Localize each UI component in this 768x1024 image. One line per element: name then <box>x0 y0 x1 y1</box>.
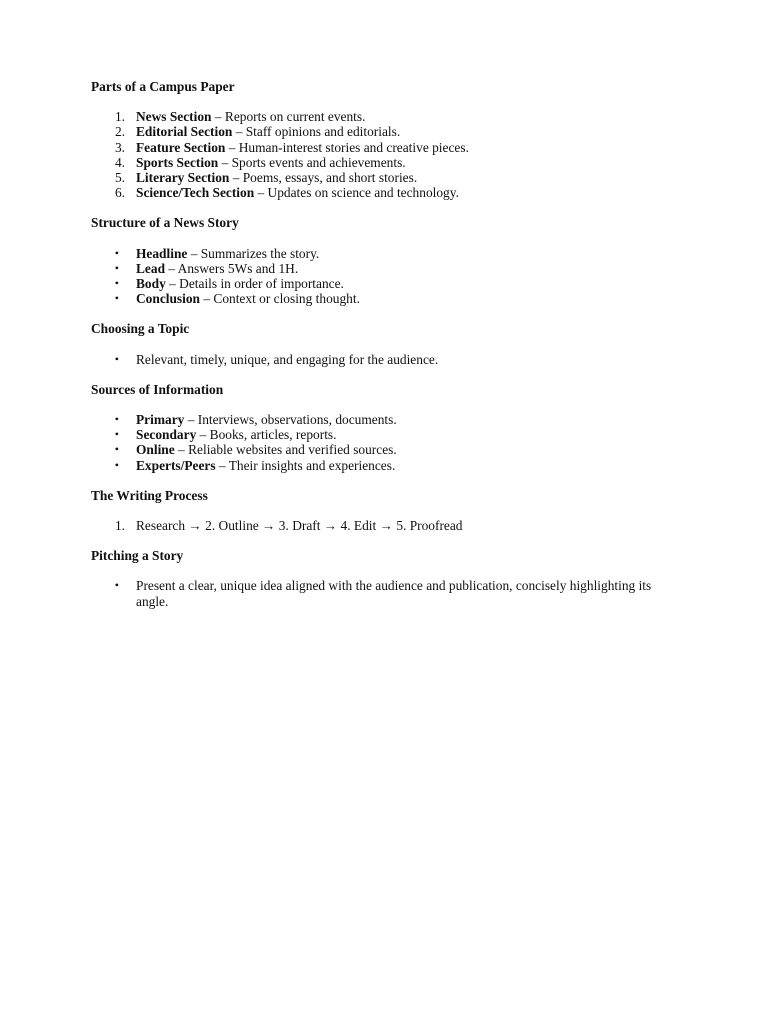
section-heading: Pitching a Story <box>91 548 184 564</box>
item-term: Conclusion <box>136 291 200 307</box>
item-description: – Poems, essays, and short stories. <box>229 170 418 185</box>
item-description: – Books, articles, reports. <box>196 427 337 443</box>
list-item <box>91 352 681 367</box>
ordered-list <box>91 518 681 533</box>
bullet-icon: • <box>114 245 119 260</box>
item-term: Science/Tech Section <box>136 185 255 201</box>
item-term: Feature Section <box>136 139 226 155</box>
list-number: 5. <box>114 170 125 185</box>
bullet-icon: • <box>114 291 119 306</box>
section-heading: Sources of Information <box>91 381 224 397</box>
item-description: – Sports events and achievements. <box>218 154 406 170</box>
section-parts-of-campus-paper <box>91 79 681 200</box>
item-description: – Reliable websites and verified sources. <box>174 442 397 458</box>
section-writing-process <box>91 488 681 533</box>
bullet-icon: • <box>114 578 119 593</box>
item-description: – Updates on science and technology. <box>254 185 459 201</box>
list-number: 3. <box>114 139 125 155</box>
bullet-icon: • <box>114 260 119 275</box>
bullet-list <box>91 412 681 473</box>
bullet-list <box>91 578 681 608</box>
list-number: 6. <box>114 185 125 201</box>
item-term: Body <box>136 276 166 291</box>
bullet-icon: • <box>114 411 119 426</box>
item-term: Online <box>136 442 175 458</box>
list-item <box>91 427 681 442</box>
list-number: 4. <box>114 154 125 170</box>
bullet-icon: • <box>114 427 119 442</box>
item-description: Relevant, timely, unique, and engaging for the audience. <box>136 351 439 367</box>
list-item <box>91 124 681 139</box>
section-heading: The Writing Process <box>91 487 208 503</box>
bullet-icon: • <box>114 351 119 366</box>
list-number: 1. <box>114 517 125 533</box>
item-term: Secondary <box>136 427 197 443</box>
list-item <box>91 140 681 155</box>
bullet-icon: • <box>114 457 119 472</box>
item-description: Present a clear, unique idea aligned with the audience and publication, concisely highlighting its angle. <box>136 578 652 609</box>
item-term: Editorial Section <box>136 124 233 140</box>
section-heading: Structure of a News Story <box>91 215 239 231</box>
list-item <box>91 170 681 185</box>
list-item <box>91 276 681 291</box>
item-description: – Reports on current events. <box>211 109 366 125</box>
item-description: – Human-interest stories and creative pieces. <box>225 139 469 155</box>
item-term: Sports Section <box>136 154 219 170</box>
list-item <box>91 578 681 608</box>
item-description: – Summarizes the story. <box>187 245 320 261</box>
list-item <box>91 261 681 276</box>
list-item <box>91 458 681 473</box>
section-heading: Choosing a Topic <box>91 321 190 337</box>
item-description: – Context or closing thought. <box>200 291 360 307</box>
list-item <box>91 291 681 306</box>
section-choosing-a-topic <box>91 321 681 366</box>
list-item <box>91 246 681 261</box>
bullet-list <box>91 352 681 367</box>
bullet-icon: • <box>114 442 119 457</box>
section-structure-of-news-story <box>91 215 681 306</box>
ordered-list <box>91 109 681 200</box>
list-item <box>91 442 681 457</box>
list-item <box>91 155 681 170</box>
item-term: News Section <box>136 109 212 125</box>
item-description: – Answers 5Ws and 1H. <box>165 260 299 276</box>
item-term: Experts/Peers <box>136 457 216 473</box>
bullet-list <box>91 246 681 307</box>
list-item <box>91 412 681 427</box>
list-number: 1. <box>114 109 125 125</box>
item-term: Headline <box>136 245 188 261</box>
item-description: – Interviews, observations, documents. <box>184 411 397 427</box>
bullet-icon: • <box>114 276 119 290</box>
list-number: 2. <box>114 124 125 140</box>
item-term: Literary Section <box>136 170 230 185</box>
list-item <box>91 109 681 124</box>
item-description: – Details in order of importance. <box>165 276 344 291</box>
item-term: Primary <box>136 411 185 427</box>
document-content <box>91 79 681 624</box>
list-item <box>91 518 681 533</box>
section-pitching-a-story <box>91 548 681 609</box>
list-item <box>91 185 681 200</box>
item-term: Lead <box>136 260 166 276</box>
section-sources-of-information <box>91 382 681 473</box>
item-description: – Their insights and experiences. <box>215 457 396 473</box>
item-description: – Staff opinions and editorials. <box>232 124 401 140</box>
section-heading: Parts of a Campus Paper <box>91 79 235 94</box>
item-description: Research → 2. Outline → 3. Draft → 4. Edit → 5. Proofread <box>136 517 463 533</box>
